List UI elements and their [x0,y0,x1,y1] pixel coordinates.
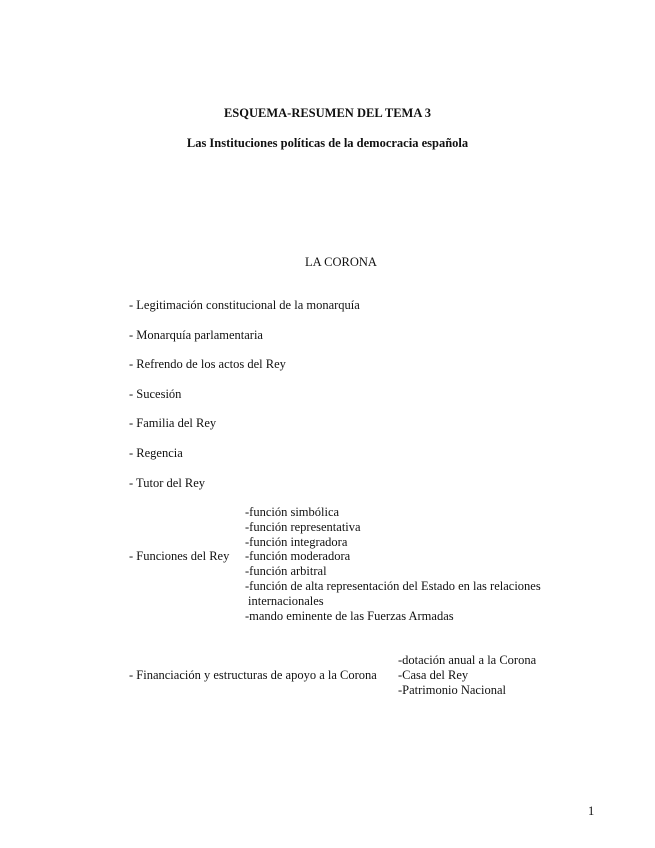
document-subtitle: Las Instituciones políticas de la democracia española [186,136,469,150]
funcion-item-continuation: internacionales [248,593,324,608]
funcion-item: -función arbitral [245,564,327,579]
funciones-list [245,505,541,623]
list-item: - Monarquía parlamentaria [129,328,263,342]
funcion-item: -función integradora [245,534,348,549]
page-number: 1 [588,804,595,818]
financiacion-list [398,653,536,697]
financiacion-item: -dotación anual a la Corona [398,653,537,667]
list-item: - Tutor del Rey [129,476,206,490]
list-item: - Legitimación constitucional de la monarquía [129,298,360,312]
funciones-label: - Funciones del Rey [129,549,230,563]
document-title: ESQUEMA-RESUMEN DEL TEMA 3 [223,106,432,120]
list-item: - Familia del Rey [129,416,217,430]
financiacion-label: - Financiación y estructuras de apoyo a la Corona [129,668,377,682]
section-heading: LA CORONA [305,255,377,269]
list-item: - Sucesión [129,387,182,401]
funcion-item: -función simbólica [245,505,340,519]
funcion-item: -función de alta representación del Estado en las relaciones [245,578,541,593]
list-item: - Refrendo de los actos del Rey [129,357,286,371]
funcion-item: -mando eminente de las Fuerzas Armadas [245,608,454,623]
funcion-item: -función representativa [245,519,361,534]
list-item: - Regencia [129,446,183,460]
financiacion-item: -Patrimonio Nacional [398,682,506,697]
funcion-item: -función moderadora [245,549,351,564]
financiacion-item: -Casa del Rey [398,667,469,682]
